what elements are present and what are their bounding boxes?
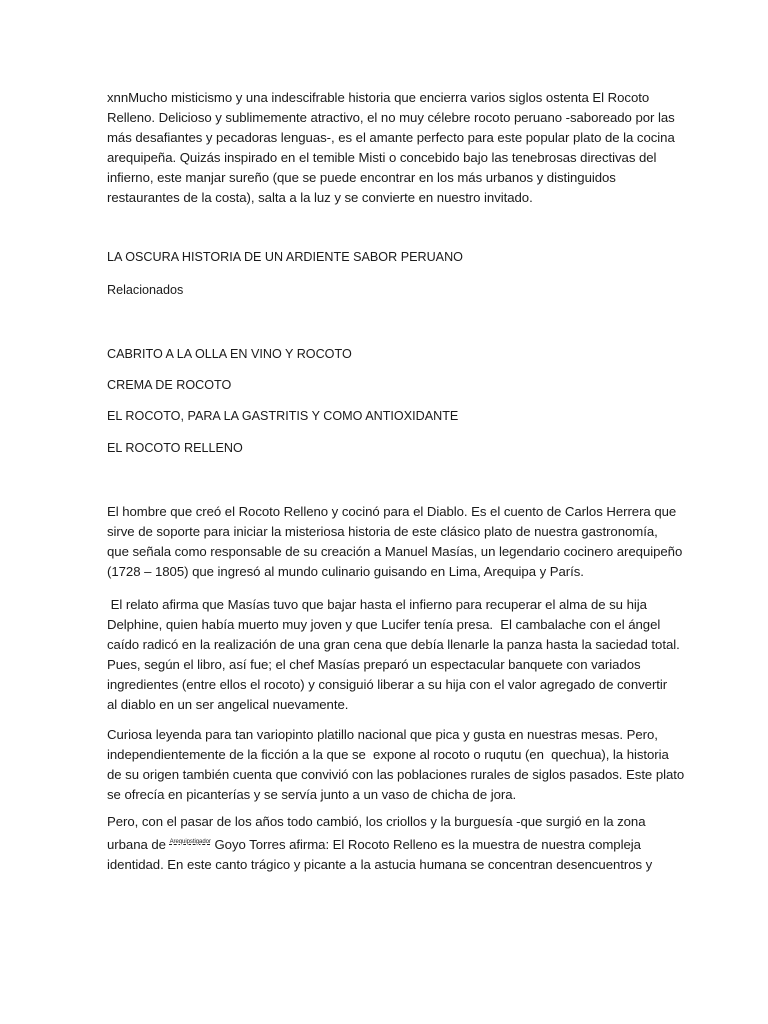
intro-paragraph <box>107 88 675 208</box>
text-fragment: urbana de <box>107 837 170 852</box>
text-line: caído radicó en la realización de una gran cena que debía llenarle la panza hasta la saciedad total. <box>107 637 680 652</box>
text-line: infierno, este manjar sureño (que se puede encontrar en los más urbanos y distinguidos <box>107 170 616 185</box>
text-line: restaurantes de la costa), salta a la luz y se convierte en nuestro invitado. <box>107 190 533 205</box>
text-line: que señala como responsable de su creación a Manuel Masías, un legendario cocinero arequipeño <box>107 544 683 559</box>
text-line: al diablo en un ser angelical nuevamente. <box>107 697 349 712</box>
text-fragment: Goyo Torres afirma: El Rocoto Relleno es la muestra de nuestra compleja <box>210 837 641 852</box>
text-line: de su origen también cuenta que convivió con las poblaciones rurales de siglos pasados. Este plato <box>107 767 685 782</box>
text-line: Pero, con el pasar de los años todo cambió, los criollos y la burguesía -que surgió en la zona <box>107 814 646 829</box>
article-title: LA OSCURA HISTORIA DE UN ARDIENTE SABOR PERUANO <box>107 250 463 264</box>
related-link-gastritis[interactable]: EL ROCOTO, PARA LA GASTRITIS Y COMO ANTIOXIDANTE <box>107 409 459 423</box>
text-line: (1728 – 1805) que ingresó al mundo culinario guisando en Lima, Arequipa y París. <box>107 564 584 579</box>
body-paragraph-3 <box>107 725 685 805</box>
text-line: independientemente de la ficción a la que se expone al rocoto o ruqutu (en quechua), la historia <box>107 747 669 762</box>
related-link-relleno[interactable]: EL ROCOTO RELLENO <box>107 441 243 455</box>
text-line: Pues, según el libro, así fue; el chef Masías preparó un espectacular banquete con variados <box>107 657 641 672</box>
text-line: Curiosa leyenda para tan variopinto platillo nacional que pica y gusta en nuestras mesas. Pero, <box>107 727 658 742</box>
text-line: más desafiantes y pecadoras lenguas-, es el amante perfecto para este popular plato de la cocina <box>107 130 675 145</box>
text-line: El relato afirma que Masías tuvo que bajar hasta el infierno para recuperar el alma de su hija <box>107 597 647 612</box>
inline-annotation-mark: Arequipstigador <box>169 839 211 845</box>
text-line: Delphine, quien había muerto muy joven y que Lucifer tenía presa. El cambalache con el ángel <box>107 617 661 632</box>
text-line <box>107 832 667 855</box>
body-paragraph-4 <box>107 812 667 875</box>
text-line: identidad. En este canto trágico y picante a la astucia humana se concentran desencuentros y <box>107 857 653 872</box>
text-line: Relleno. Delicioso y sublimemente atractivo, el no muy célebre rocoto peruano -saboreado por las <box>107 110 675 125</box>
body-paragraph-1 <box>107 502 683 582</box>
text-line: xnnMucho misticismo y una indescifrable historia que encierra varios siglos ostenta El Rocoto <box>107 90 650 105</box>
related-link-cabrito[interactable]: CABRITO A LA OLLA EN VINO Y ROCOTO <box>107 347 352 361</box>
text-line: El hombre que creó el Rocoto Relleno y cocinó para el Diablo. Es el cuento de Carlos Herrera que <box>107 504 677 519</box>
text-line: ingredientes (entre ellos el rocoto) y consiguió liberar a su hija con el valor agregado de convertir <box>107 677 668 692</box>
body-paragraph-2 <box>107 595 680 715</box>
text-line: arequipeña. Quizás inspirado en el temible Misti o concebido bajo las tenebrosas directivas del <box>107 150 657 165</box>
text-line: sirve de soporte para iniciar la misteriosa historia de este clásico plato de nuestra gastronomía, <box>107 524 658 539</box>
related-link-crema[interactable]: CREMA DE ROCOTO <box>107 378 232 392</box>
text-line: se ofrecía en picanterías y se servía junto a un vaso de chicha de jora. <box>107 787 517 802</box>
related-label: Relacionados <box>107 283 184 297</box>
